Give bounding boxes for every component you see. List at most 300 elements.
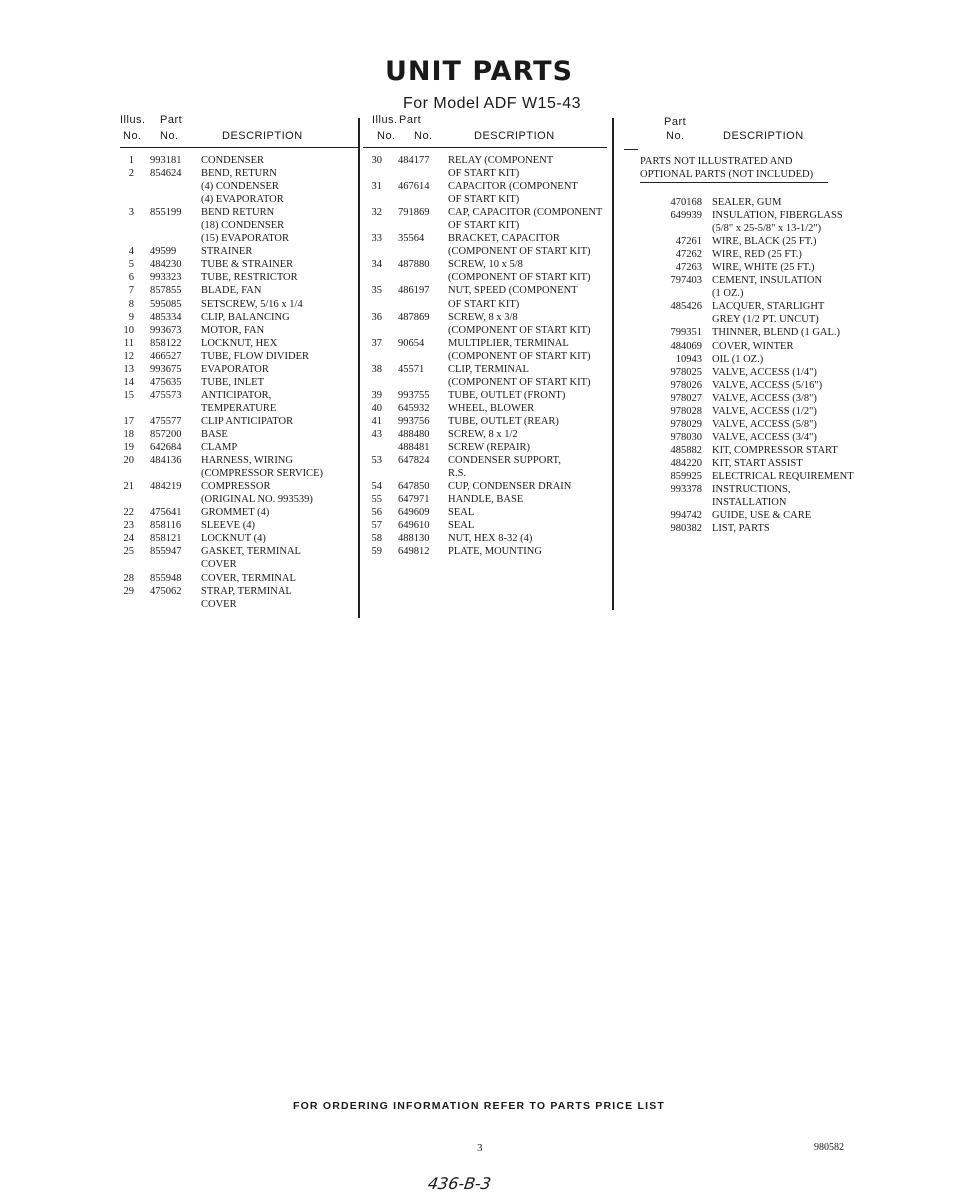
parts-row: [120, 585, 360, 611]
part-description: (ORIGINAL NO. 993539): [201, 494, 313, 506]
illus-number: 12: [123, 350, 134, 362]
parts-row: [120, 532, 360, 545]
part-number: 978030: [670, 431, 702, 443]
illus-number: 20: [123, 455, 134, 467]
part-number: 475062: [150, 585, 182, 597]
parts-row: [628, 457, 878, 470]
illus-number: 54: [371, 481, 382, 493]
illus-number: 7: [128, 285, 134, 297]
parts-row: [120, 167, 360, 206]
part-description: SLEEVE (4): [201, 520, 255, 532]
part-number: 649939: [670, 210, 702, 222]
part-description: (COMPONENT OF START KIT): [448, 246, 591, 258]
parts-row: [372, 532, 612, 545]
parts-row: [628, 522, 878, 535]
part-description: SEALER, GUM: [712, 197, 782, 208]
illus-number: 18: [123, 428, 134, 440]
part-number: 649609: [398, 507, 430, 519]
header-illus: Illus.: [120, 114, 146, 126]
column-header: [628, 112, 878, 148]
illus-number: 59: [371, 546, 382, 558]
part-description: WIRE, RED (25 FT.): [712, 249, 802, 261]
part-description: MULTIPLIER, TERMINAL: [448, 337, 569, 349]
ordering-note: FOR ORDERING INFORMATION REFER TO PARTS PRICE LIST: [292, 1100, 666, 1112]
part-description: SETSCREW, 5/16 x 1/4: [201, 298, 303, 310]
part-description: (COMPONENT OF START KIT): [448, 376, 591, 388]
header-description: DESCRIPTION: [222, 130, 303, 142]
part-number: 484219: [150, 481, 182, 493]
part-description: TUBE, OUTLET (FRONT): [448, 389, 566, 401]
column-header: [120, 112, 360, 148]
illus-number: 37: [371, 337, 382, 349]
part-number: 10943: [675, 353, 702, 365]
illus-number: 53: [371, 455, 382, 467]
part-description: TUBE, RESTRICTOR: [201, 272, 298, 284]
parts-row: [372, 180, 612, 206]
parts-row: [372, 311, 612, 337]
part-number: 799351: [670, 327, 702, 339]
part-description: CLIP ANTICIPATOR: [201, 415, 294, 427]
parts-row: [120, 480, 360, 506]
part-number: 978025: [670, 366, 702, 378]
parts-row: [120, 337, 360, 350]
part-description: GREY (1/2 PT. UNCUT): [712, 314, 819, 326]
parts-row: [628, 366, 878, 379]
parts-row: [372, 506, 612, 519]
part-number: 857200: [150, 428, 182, 440]
illus-number: 15: [123, 389, 134, 401]
part-number: 484177: [398, 155, 430, 166]
parts-row: [120, 441, 360, 454]
part-description: CONDENSER SUPPORT,: [448, 455, 561, 467]
intro-line: OPTIONAL PARTS (NOT INCLUDED): [640, 169, 814, 181]
parts-list-2: [372, 154, 612, 558]
part-number: 978028: [670, 405, 702, 417]
part-number: 647850: [398, 481, 430, 493]
part-description: WHEEL, BLOWER: [448, 402, 535, 414]
parts-row: [628, 261, 878, 274]
illus-number: 43: [371, 428, 382, 440]
illus-number: 31: [371, 181, 382, 193]
part-description: (COMPONENT OF START KIT): [448, 324, 591, 336]
part-description: LOCKNUT (4): [201, 533, 266, 545]
parts-column-3: [628, 112, 878, 535]
part-number: 487880: [398, 259, 430, 271]
part-description: THINNER, BLEND (1 GAL.): [712, 327, 841, 339]
parts-row: [372, 545, 612, 558]
part-description: BRACKET, CAPACITOR: [448, 233, 560, 245]
parts-row: [120, 545, 360, 571]
parts-row: [628, 326, 878, 339]
part-description: (1 OZ.): [712, 288, 744, 300]
part-description: VALVE, ACCESS (3/8"): [712, 392, 817, 404]
part-description: NUT, HEX 8-32 (4): [448, 533, 533, 545]
header-illus-no: No.: [123, 130, 142, 142]
illus-number: 21: [123, 481, 134, 493]
part-number: 485426: [670, 301, 702, 313]
part-number: 857855: [150, 285, 182, 297]
illus-number: 28: [123, 572, 134, 584]
part-description: SEAL: [448, 507, 475, 519]
part-description: OIL (1 OZ.): [712, 353, 764, 365]
illus-number: 32: [371, 207, 382, 219]
part-number: 47261: [675, 236, 702, 248]
parts-row: [120, 324, 360, 337]
header-illus: Illus.: [372, 114, 398, 126]
parts-row: [628, 235, 878, 248]
part-number: 488481: [398, 442, 430, 454]
parts-row: [120, 454, 360, 480]
part-description: WIRE, WHITE (25 FT.): [712, 262, 815, 274]
illus-number: 13: [123, 363, 134, 375]
parts-row: [628, 300, 878, 326]
parts-row: [372, 363, 612, 389]
parts-row: [628, 196, 878, 209]
parts-list-3: [628, 196, 878, 535]
part-description: BLADE, FAN: [201, 285, 262, 297]
header-part-no: No.: [666, 130, 685, 142]
part-description: KIT, COMPRESSOR START: [712, 444, 838, 456]
part-description: CUP, CONDENSER DRAIN: [448, 481, 572, 493]
illus-number: 3: [128, 207, 134, 219]
part-number: 466527: [150, 350, 182, 362]
part-number: 855947: [150, 546, 182, 558]
part-description: CEMENT, INSULATION: [712, 275, 823, 287]
parts-row: [120, 271, 360, 284]
part-number: 855948: [150, 572, 182, 584]
part-number: 484220: [670, 457, 702, 469]
part-number: 486197: [398, 285, 430, 297]
part-number: 993675: [150, 363, 182, 375]
part-description: VALVE, ACCESS (5/16"): [712, 379, 823, 391]
part-description: PLATE, MOUNTING: [448, 546, 542, 558]
part-description: COVER: [201, 559, 237, 571]
part-number: 993323: [150, 272, 182, 284]
header-part: Part: [399, 114, 422, 126]
part-number: 475635: [150, 376, 182, 388]
illus-number: 2: [128, 168, 134, 180]
part-description: ANTICIPATOR,: [201, 389, 272, 401]
part-number: 475573: [150, 389, 182, 401]
part-description: (18) CONDENSER: [201, 220, 285, 232]
part-description: STRAP, TERMINAL: [201, 585, 292, 597]
illus-number: 29: [123, 585, 134, 597]
part-number: 993673: [150, 324, 182, 336]
part-number: 649610: [398, 520, 430, 532]
part-description: COVER, TERMINAL: [201, 572, 296, 584]
part-description: SCREW, 10 x 5/8: [448, 259, 523, 271]
part-description: KIT, START ASSIST: [712, 457, 803, 469]
illus-number: 4: [128, 246, 134, 258]
part-description: (COMPONENT OF START KIT): [448, 350, 591, 362]
illus-number: 11: [123, 337, 134, 349]
intro-line: PARTS NOT ILLUSTRATED AND: [640, 156, 793, 167]
parts-row: [372, 480, 612, 493]
part-number: 978029: [670, 418, 702, 430]
part-description: INSTALLATION: [712, 497, 787, 509]
part-description: VALVE, ACCESS (1/4"): [712, 366, 817, 378]
parts-row: [372, 493, 612, 506]
parts-row: [372, 454, 612, 480]
part-number: 484230: [150, 259, 182, 271]
part-description: GASKET, TERMINAL: [201, 546, 301, 558]
parts-row: [628, 379, 878, 392]
parts-row: [120, 154, 360, 167]
part-number: 90654: [398, 337, 425, 349]
header-description: DESCRIPTION: [474, 130, 555, 142]
intro-underline: [640, 182, 828, 183]
illus-number: 58: [371, 533, 382, 545]
part-description: RELAY (COMPONENT: [448, 155, 554, 166]
parts-row: [120, 363, 360, 376]
parts-row: [120, 572, 360, 585]
part-description: OF START KIT): [448, 194, 520, 206]
part-description: STRAINER: [201, 246, 253, 258]
part-number: 978027: [670, 392, 702, 404]
illus-number: 25: [123, 546, 134, 558]
part-description: BEND RETURN: [201, 207, 275, 219]
illus-number: 36: [371, 311, 382, 323]
part-description: CLIP, TERMINAL: [448, 363, 529, 375]
part-description: INSULATION, FIBERGLASS: [712, 210, 843, 222]
parts-row: [120, 376, 360, 389]
illus-number: 19: [123, 442, 134, 454]
part-description: BEND, RETURN: [201, 168, 277, 180]
parts-row: [372, 428, 612, 441]
part-number: 797403: [670, 275, 702, 287]
part-number: 487869: [398, 311, 430, 323]
parts-row: [372, 258, 612, 284]
parts-row: [372, 206, 612, 232]
part-description: (4) CONDENSER: [201, 181, 279, 193]
part-description: CAPACITOR (COMPONENT: [448, 181, 578, 193]
part-number: 47263: [675, 262, 702, 274]
parts-row: [628, 353, 878, 366]
parts-row: [628, 470, 878, 483]
parts-row: [372, 337, 612, 363]
parts-row: [120, 506, 360, 519]
part-number: 45571: [398, 363, 425, 375]
part-description: SCREW, 8 x 3/8: [448, 311, 518, 323]
part-description: CAP, CAPACITOR (COMPONENT: [448, 207, 603, 219]
illus-number: 9: [128, 311, 134, 323]
part-number: 49599: [150, 246, 177, 258]
parts-row: [120, 206, 360, 245]
parts-row: [628, 444, 878, 457]
part-number: 649812: [398, 546, 430, 558]
header-illus-no: No.: [377, 130, 396, 142]
part-number: 993756: [398, 415, 430, 427]
parts-row: [120, 258, 360, 271]
part-number: 642684: [150, 442, 182, 454]
parts-row: [372, 232, 612, 258]
parts-row: [120, 298, 360, 311]
handwritten-note: 436-B-3: [426, 1174, 493, 1193]
header-rule: [363, 147, 607, 148]
part-description: VALVE, ACCESS (1/2"): [712, 405, 817, 417]
model-subtitle: For Model ADF W15-43: [402, 95, 582, 112]
part-number: 488130: [398, 533, 430, 545]
part-description: R.S.: [448, 468, 467, 480]
illus-number: 55: [371, 494, 382, 506]
part-description: INSTRUCTIONS,: [712, 484, 791, 496]
document-code: 980582: [814, 1142, 844, 1153]
parts-column-2: [371, 112, 612, 558]
part-number: 488480: [398, 428, 430, 440]
part-number: 484136: [150, 455, 182, 467]
part-number: 645932: [398, 402, 430, 414]
part-number: 993378: [670, 484, 702, 496]
part-description: COVER, WINTER: [712, 340, 794, 352]
parts-row: [628, 418, 878, 431]
illus-number: 39: [371, 389, 382, 401]
part-description: TEMPERATURE: [201, 402, 277, 414]
parts-row: [628, 248, 878, 261]
parts-row: [120, 284, 360, 297]
part-number: 978026: [670, 379, 702, 391]
parts-row: [120, 311, 360, 324]
header-rule: [120, 147, 358, 148]
part-description: VALVE, ACCESS (5/8"): [712, 418, 817, 430]
part-number: 980382: [670, 523, 702, 535]
illus-number: 56: [371, 507, 382, 519]
part-description: TUBE, FLOW DIVIDER: [201, 350, 310, 362]
header-description: DESCRIPTION: [723, 130, 804, 142]
part-number: 858116: [150, 520, 182, 532]
header-part-no: No.: [414, 130, 433, 142]
parts-row: [628, 509, 878, 522]
parts-row: [372, 389, 612, 402]
parts-row: [372, 415, 612, 428]
part-description: (COMPONENT OF START KIT): [448, 272, 591, 284]
part-description: COVER: [201, 598, 237, 610]
part-description: LOCKNUT, HEX: [201, 337, 278, 349]
part-number: 470168: [670, 197, 702, 208]
parts-row: [120, 415, 360, 428]
parts-row: [628, 274, 878, 300]
part-description: HARNESS, WIRING: [201, 455, 293, 467]
column-divider-left: [358, 118, 360, 618]
part-number: 994742: [670, 510, 702, 522]
illus-number: 24: [123, 533, 134, 545]
parts-list-1: [120, 154, 360, 611]
illus-number: 34: [371, 259, 382, 271]
parts-row: [120, 428, 360, 441]
part-description: (COMPRESSOR SERVICE): [201, 468, 323, 480]
part-description: VALVE, ACCESS (3/4"): [712, 431, 817, 443]
part-number: 47262: [675, 249, 702, 261]
column-divider-right: [612, 118, 614, 610]
part-description: HANDLE, BASE: [448, 494, 524, 506]
part-number: 484069: [670, 340, 702, 352]
illus-number: 8: [128, 298, 134, 310]
part-description: BASE: [201, 428, 228, 440]
parts-row: [372, 519, 612, 532]
part-description: CONDENSER: [201, 155, 265, 166]
part-number: 475641: [150, 507, 182, 519]
part-description: (15) EVAPORATOR: [201, 233, 289, 245]
illus-number: 17: [123, 415, 134, 427]
illus-number: 33: [371, 233, 382, 245]
illus-number: 57: [371, 520, 382, 532]
parts-row: [120, 519, 360, 532]
page-title: UNIT PARTS: [384, 56, 574, 87]
part-number: 647971: [398, 494, 430, 506]
part-description: OF START KIT): [448, 220, 520, 232]
part-description: (4) EVAPORATOR: [201, 194, 284, 206]
parts-row: [372, 441, 612, 454]
part-number: 485882: [670, 444, 702, 456]
illus-number: 5: [128, 259, 134, 271]
part-description: TUBE, INLET: [201, 376, 264, 388]
part-description: SEAL: [448, 520, 475, 532]
part-description: CLAMP: [201, 442, 238, 454]
parts-column-1: [120, 112, 360, 610]
parts-row: [372, 284, 612, 310]
part-description: (5/8" x 25-5/8" x 13-1/2"): [712, 223, 822, 235]
part-description: CLIP, BALANCING: [201, 311, 290, 323]
illus-number: 23: [123, 520, 134, 532]
parts-row: [372, 154, 612, 180]
parts-row: [120, 350, 360, 363]
part-number: 35564: [398, 233, 425, 245]
illus-number: 10: [123, 324, 134, 336]
parts-row: [120, 245, 360, 258]
part-number: 647824: [398, 455, 430, 467]
part-description: EVAPORATOR: [201, 363, 269, 375]
parts-row: [628, 209, 878, 235]
part-description: GUIDE, USE & CARE: [712, 510, 812, 522]
part-description: MOTOR, FAN: [201, 324, 265, 336]
header-part: Part: [664, 116, 687, 128]
header-rule: [624, 149, 638, 150]
part-description: ELECTRICAL REQUIREMENT: [712, 470, 854, 482]
part-description: WIRE, BLACK (25 FT.): [712, 236, 817, 248]
part-description: TUBE, OUTLET (REAR): [448, 415, 559, 427]
illus-number: 14: [123, 376, 134, 388]
part-number: 993755: [398, 389, 430, 401]
illus-number: 6: [128, 272, 134, 284]
illus-number: 1: [128, 155, 134, 166]
header-part-no: No.: [160, 130, 179, 142]
parts-row: [372, 402, 612, 415]
part-number: 855199: [150, 207, 182, 219]
illus-number: 41: [371, 415, 382, 427]
not-illustrated-intro: [640, 155, 813, 181]
part-description: NUT, SPEED (COMPONENT: [448, 285, 578, 297]
parts-row: [628, 405, 878, 418]
illus-number: 40: [371, 402, 382, 414]
part-description: LIST, PARTS: [712, 523, 770, 535]
parts-row: [628, 483, 878, 509]
part-number: 475577: [150, 415, 182, 427]
part-number: 467614: [398, 181, 430, 193]
illus-number: 30: [371, 155, 382, 166]
illus-number: 35: [371, 285, 382, 297]
illus-number: 22: [123, 507, 134, 519]
parts-row: [628, 340, 878, 353]
parts-row: [628, 431, 878, 444]
part-description: GROMMET (4): [201, 507, 270, 519]
part-number: 993181: [150, 155, 182, 166]
part-number: 858122: [150, 337, 182, 349]
column-header: [372, 112, 612, 148]
part-description: TUBE & STRAINER: [201, 259, 294, 271]
part-description: OF START KIT): [448, 168, 520, 180]
part-number: 485334: [150, 311, 182, 323]
parts-row: [120, 389, 360, 415]
part-description: COMPRESSOR: [201, 481, 271, 493]
